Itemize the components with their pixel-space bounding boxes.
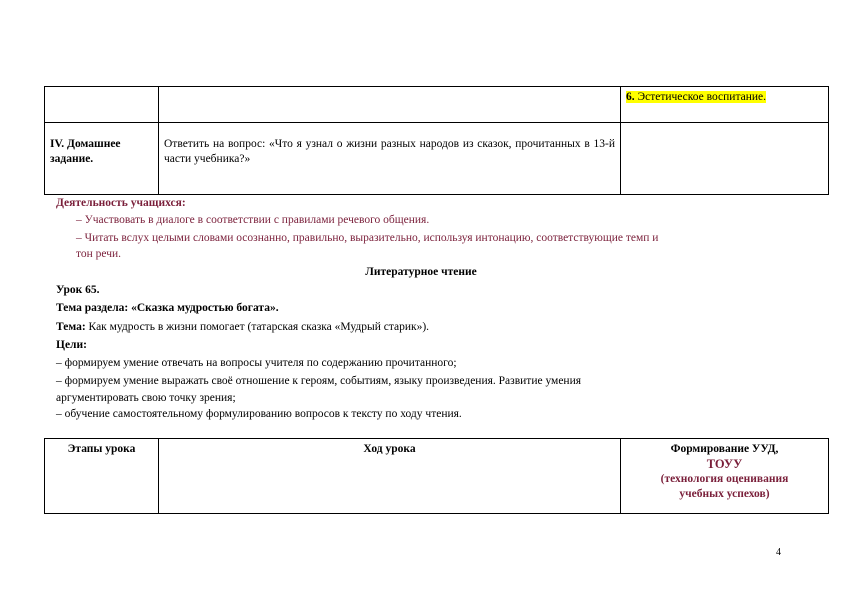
lesson-topic: Тема: Как мудрость в жизни помогает (татарская сказка «Мудрый старик»). — [56, 321, 430, 333]
top-table-row-1 — [45, 87, 829, 123]
top-table-cell-empty-3 — [621, 123, 829, 195]
header-stages: Этапы урока — [45, 439, 159, 514]
section-title: Тема раздела: «Сказка мудростью богата». — [56, 302, 279, 314]
highlighted-text: 6. Эстетическое воспитание. — [626, 91, 767, 103]
top-table — [44, 86, 829, 195]
lesson-number: Урок 65. — [56, 284, 100, 296]
activity-item-2-line-2: тон речи. — [76, 248, 122, 260]
header-uud: Формирование УУД, ТОУУ (технология оценивания учебных успехов) — [621, 439, 829, 514]
top-table-row-2 — [45, 123, 829, 195]
goal-2-line-1: – формируем умение выражать своё отношение к героям, событиям, языку произведения. Развитие умения — [56, 375, 582, 387]
goals-heading: Цели: — [56, 339, 87, 351]
activity-item-2-line-1: – Читать вслух целыми словами осознанно, правильно, выразительно, используя интонацию, соответствующие темп и — [76, 232, 659, 244]
lesson-plan-header-row — [45, 439, 829, 514]
page-number: 4 — [776, 547, 781, 558]
lesson-plan-table — [44, 438, 829, 514]
subject-title: Литературное чтение — [365, 266, 477, 278]
goal-1: – формируем умение отвечать на вопросы учителя по содержанию прочитанного; — [56, 357, 457, 369]
goal-3: – обучение самостоятельному формулированию вопросов к тексту по ходу чтения. — [56, 408, 462, 420]
activity-heading: Деятельность учащихся: — [56, 197, 186, 209]
top-table-cell-empty-2 — [159, 87, 621, 123]
top-table-cell-aesthetic — [621, 87, 829, 123]
homework-task-cell: Ответить на вопрос: «Что я узнал о жизни разных народов из сказок, прочитанных в 13-й части учебника?» — [159, 123, 621, 195]
header-lesson-flow: Ход урока — [159, 439, 621, 514]
homework-stage-cell: IV. Домашнее задание. — [45, 123, 159, 195]
goal-2-line-2: аргументировать свою точку зрения; — [56, 392, 236, 404]
activity-item-1: – Участвовать в диалоге в соответствии с правилами речевого общения. — [76, 214, 430, 226]
top-table-cell-empty-1 — [45, 87, 159, 123]
